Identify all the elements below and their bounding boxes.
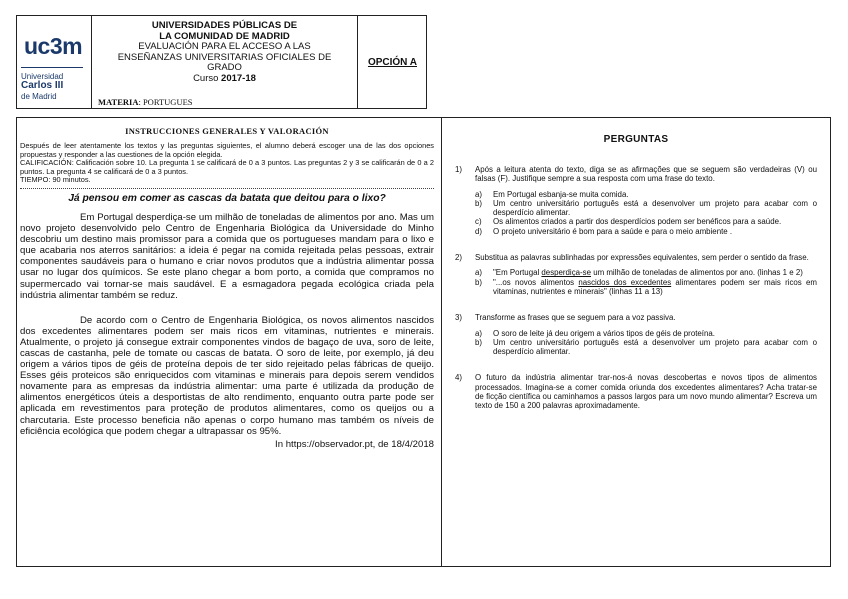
logo-line2: Carlos III xyxy=(21,80,64,91)
list-item xyxy=(475,190,817,199)
curso-label: Curso xyxy=(193,72,219,84)
logo-line3: de Madrid xyxy=(21,92,57,101)
underlined-phrase: nascidos dos excedentes xyxy=(578,277,672,287)
item-text: Em Portugal esbanja-se muita comida. xyxy=(493,189,629,199)
article-paragraph-1: Em Portugal desperdiça-se um milhão de toneladas de alimentos por ano. Mas um novo projeto desenvolvido pelo Centro de Engenharia Biológica da Universidade do Minho descobriu um destino mais promissor para a comida que os portugueses mandam para o lixo e que acabaria nos aterros sanitários: a ideia é pegar na comida rejeitada pelas pessoas, extrair componentes saudáveis para o humano e criar novos produtos que a indústria alimentar possa usar no lugar dos químicos. Se este plano chegar a bom porto, a comida que compramos no supermercado vai tornar-se mais saudável. E a esmagadora pegada ecológica criada pela indústria alimentar também se reduz. xyxy=(20,211,434,301)
item-text: O soro de leite já deu origem a vários tipos de géis de proteína. xyxy=(493,328,715,338)
item-letter: b) xyxy=(475,277,483,287)
question-number: 1) xyxy=(455,165,463,174)
item-text-pre: "...os novos alimentos xyxy=(493,277,579,287)
logo-line1: Universidad xyxy=(21,72,64,81)
header-line-4: ENSEÑANZAS UNIVERSITARIAS OFICIALES DE xyxy=(117,51,332,63)
question-3-items xyxy=(475,329,817,357)
question-1-items xyxy=(475,190,817,236)
logo-divider xyxy=(21,67,83,68)
question-3 xyxy=(455,313,817,356)
question-text: O futuro da indústria alimentar trar-nos-á novas descobertas e novos tipos de alimentos processados. Imagina-se a comer comida oriunda dos excedentes alimentares? Acha tratar-se de ficção científica ou caminhamos a passos largos para um novo mundo alimentar? Escreva um texto de 150 a 200 palavras aproximadamente. xyxy=(475,373,817,411)
list-item xyxy=(475,338,817,357)
item-letter: b) xyxy=(475,337,483,347)
item-text: Um centro universitário português está a desenvolver um projeto para acabar com o desperdício alimentar. xyxy=(493,198,817,218)
question-1 xyxy=(455,165,817,236)
option-label-box xyxy=(358,15,427,109)
question-text: Transforme as frases que se seguem para a voz passiva. xyxy=(475,313,676,323)
header-curso xyxy=(92,74,357,85)
item-text: Os alimentos criados a partir dos desperdícios podem ser benéficos para a saúde. xyxy=(493,217,782,227)
question-4 xyxy=(455,373,817,410)
item-text-post: alimentares podem ser mais ricos em vitaminas, nutrientes e minerais" (linhas 11 a 13) xyxy=(493,277,817,296)
underlined-phrase: desperdiça-se xyxy=(541,268,591,278)
instructions-para-2: CALIFICACIÓN: Calificación sobre 10. La pregunta 1 se calificará de 0 a 3 puntos. Las preguntas 2 y 3 se calificarán de 0 a 2 puntos. La pregunta 4 se calificará de 0 a 3 puntos. xyxy=(20,158,434,176)
item-letter: d) xyxy=(475,226,483,236)
article-source: In https://observador.pt, de 18/4/2018 xyxy=(275,438,434,450)
materia-value: : PORTUGUES xyxy=(138,97,193,107)
list-item xyxy=(475,329,817,338)
question-2 xyxy=(455,253,817,296)
university-logo xyxy=(16,15,92,109)
questions-title: PERGUNTAS xyxy=(603,134,669,145)
item-text-post: um milhão de toneladas de alimentos por ano. (linhas 1 e 2) xyxy=(591,268,803,278)
item-letter: a) xyxy=(475,328,483,338)
item-text-pre: "Em Portugal xyxy=(493,268,542,278)
list-item xyxy=(475,268,817,277)
header-title-block xyxy=(92,15,358,109)
instructions-title: INSTRUCCIONES GENERALES Y VALORACIÓN xyxy=(125,126,329,136)
question-2-items xyxy=(475,268,817,296)
list-item xyxy=(475,227,817,236)
item-letter: a) xyxy=(475,268,483,278)
list-item xyxy=(475,199,817,218)
header-line-3: EVALUACIÓN PARA EL ACCESO A LAS xyxy=(138,41,311,52)
question-text: Substitua as palavras sublinhadas por expressões equivalentes, sem perder o sentido da frase. xyxy=(475,253,809,263)
instructions-para-3: TIEMPO: 90 minutos. xyxy=(20,175,91,185)
dotted-separator xyxy=(20,188,434,189)
left-column xyxy=(20,122,434,450)
option-label: OPCIÓN A xyxy=(367,56,418,68)
column-divider xyxy=(441,117,442,567)
item-text: O projeto universitário é bom para a saúde e para o meio ambiente . xyxy=(493,226,733,236)
logo-brand: uc3m xyxy=(24,33,83,59)
list-item xyxy=(475,217,817,226)
article-title: Já pensou em comer as cascas da batata que deitou para o lixo? xyxy=(68,192,386,204)
list-item xyxy=(475,278,817,297)
right-column xyxy=(455,122,817,411)
header-title-1: UNIVERSIDADES PÚBLICAS DE xyxy=(151,20,298,31)
instructions-text xyxy=(20,142,434,185)
question-number: 3) xyxy=(455,313,463,323)
question-number: 2) xyxy=(455,253,463,263)
item-letter: a) xyxy=(475,189,483,199)
header-title-2: LA COMUNIDAD DE MADRID xyxy=(159,30,290,42)
header-line-5: GRADO xyxy=(207,62,242,73)
item-text: Um centro universitário português está a desenvolver um projeto para acabar com o desperdício alimentar. xyxy=(493,337,817,357)
instructions-para-1: Después de leer atentamente los textos y las preguntas siguientes, el alumno deberá escoger una de las dos opciones propuestas y responder a las cuestiones de la opción elegida. xyxy=(20,141,434,159)
curso-value: 2017-18 xyxy=(221,72,256,84)
header-materia xyxy=(98,97,193,107)
article-paragraph-2: De acordo com o Centro de Engenharia Biológica, os novos alimentos nascidos dos excedentes alimentares podem ser mais ricos em vitaminas, nutrientes e minerais. Atualmente, o projeto já consegue extrair componentes vindos de bagaço de uva, soro de leite, cascas de castanha, pele de tomate ou cascas de batata. O soro de leite, por exemplo, já deu origem a vários tipos de géis de proteína depois de ter sido rejeitado pelas fábricas de queijo. Esses géis proteicos são enriquecidos com vitaminas e minerais para depois serem vendidos novamente para as empresas da indústria alimentar: uma parte é utilizada da produção de alimentos energéticos úteis a desportistas de alto rendimento, enquanto outra parte pode ser aplicada em revestimentos para proteção de produtos alimentares, como os queijos ou a charcutaria. Este processo beneficia não apenas o corpo humano mas também os níveis de eficiência ecológica que podem chegar a ultrapassar os 95%. xyxy=(20,314,434,437)
item-letter: b) xyxy=(475,198,483,208)
item-letter: c) xyxy=(475,217,482,227)
materia-label: MATERIA xyxy=(98,97,139,107)
question-text: Após a leitura atenta do texto, diga se as afirmações que se seguem são verdadeiras (V) ou falsas (F). Justifique sempre a sua resposta com uma frase do texto. xyxy=(475,165,817,184)
question-number: 4) xyxy=(455,373,463,383)
